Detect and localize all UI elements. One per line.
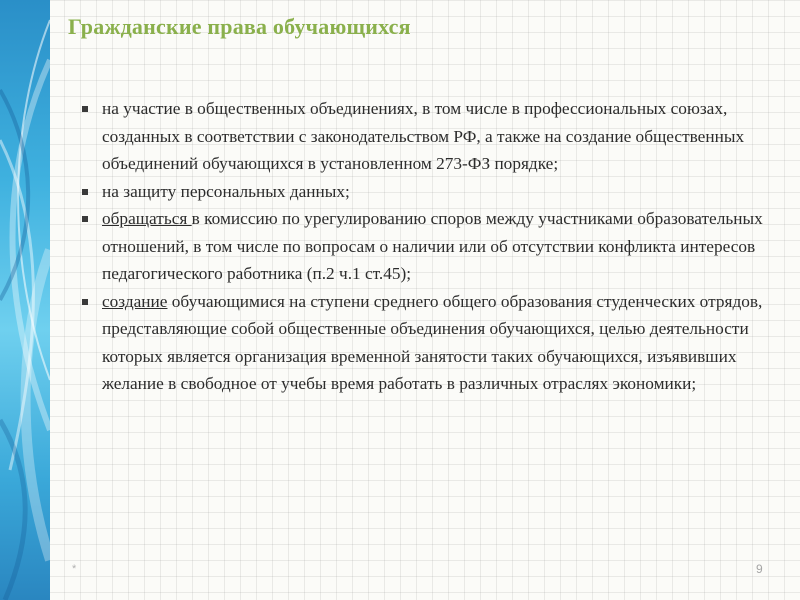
decorative-side-band [0,0,50,600]
square-bullet-icon [82,189,88,195]
list-item [82,95,772,178]
list-item [82,205,772,288]
list-item [82,178,772,206]
page-number: 9 [756,562,763,576]
list-item [82,288,772,398]
bullet-text: обучающимися на ступени среднего общего образования студенческих отрядов, представляющие собой общественные объединения обучающихся, целью деятельности которых является организация временной занятости таких обучающихся, изъявивших желание в свободное от учебы время работать в различных отраслях экономики; [102,291,763,393]
footer-date-placeholder: * [72,563,77,575]
slide-title: Гражданские права обучающихся [68,14,411,39]
bullet-text: в комиссию по урегулированию споров между участниками образовательных отношений, в том числе по вопросам о наличии или об отсутствии конфликта интересов педагогического работника (п.2 ч.1 ст.45); [102,209,763,283]
bullet-text: на защиту персональных данных; [102,181,350,201]
rights-bullet-list [82,95,772,398]
square-bullet-icon [82,216,88,222]
bullet-text: на участие в общественных объединениях, в том числе в профессиональных союзах, созданных в соответствии с законодательством РФ, а также на создание общественных объединений обучающихся в установленном 273-ФЗ порядке; [102,99,745,173]
square-bullet-icon [82,106,88,112]
square-bullet-icon [82,299,88,305]
bullet-lead: обращаться [102,209,192,228]
side-band-swirl-graphic [0,0,50,600]
bullet-lead: создание [102,291,168,311]
